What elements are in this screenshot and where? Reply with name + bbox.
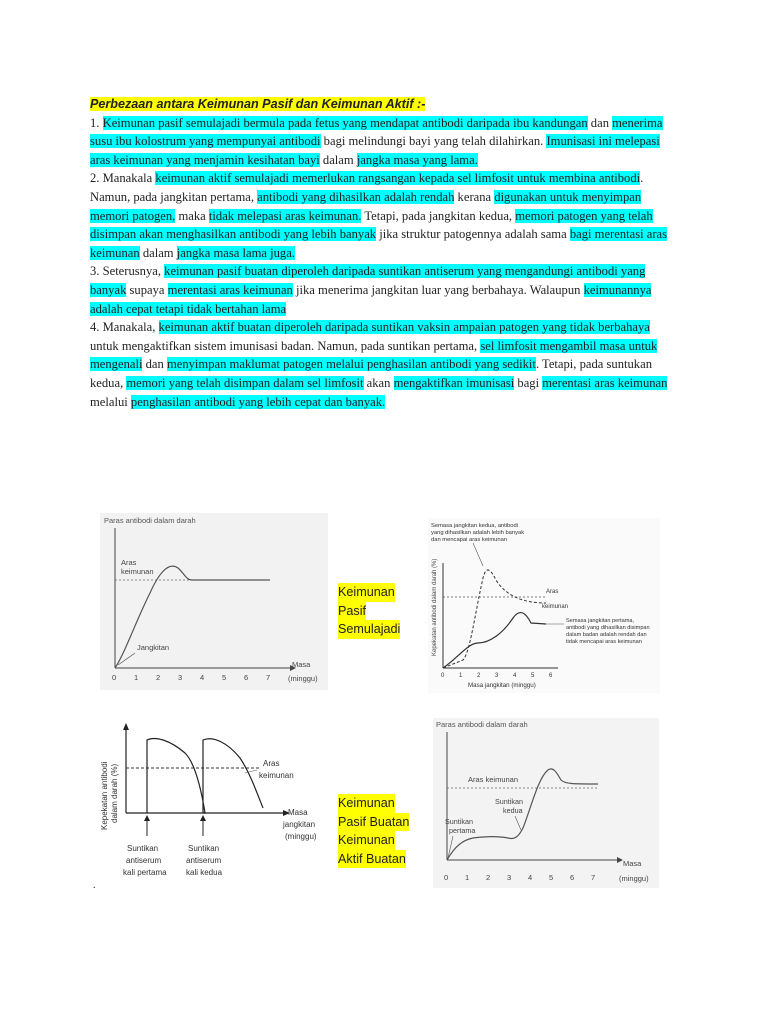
text-segment: Tetapi, pada jangkitan kedua, — [361, 208, 516, 223]
text-segment: 2. Manakala — [90, 171, 156, 186]
text-segment: jika menerima jangkitan luar yang berbahaya. Walaupun — [292, 282, 584, 297]
fig4-tick: 1 — [465, 873, 470, 882]
fig2-note-top: Semasa jangkitan kedua, antibodi — [431, 523, 519, 529]
fig1-title: Paras antibodi dalam darah — [104, 516, 196, 525]
text-segment: . Tetapi, pada suntukan kedua, — [90, 357, 652, 390]
fig1-x-unit: (minggu) — [288, 674, 318, 683]
fig2-tick: 3 — [495, 673, 499, 679]
label1-line: Pasif — [338, 602, 366, 621]
fig2-note-right: Semasa jangkitan pertama, — [566, 618, 635, 624]
label1-line: Semulajadi — [338, 620, 400, 639]
text-segment: maka — [175, 208, 209, 223]
label2-line: Aktif Buatan — [338, 850, 406, 869]
highlighted-text: digunakan untuk menyimpan memori patogen, — [90, 189, 642, 223]
fig2-note-right: tidak mencapai aras keimunan — [566, 639, 642, 645]
highlighted-text: keimunan aktif semulajadi memerlukan rangsangan kepada sel limfosit untuk membina antibodi — [155, 171, 641, 186]
figure-passive-natural — [100, 513, 328, 690]
fig4-tick: 5 — [549, 873, 554, 882]
fig2-tick: 1 — [459, 673, 463, 679]
fig3-x-1: Masa — [288, 808, 308, 817]
fig4-tick: 6 — [570, 873, 575, 882]
fig2-tick: 0 — [441, 673, 445, 679]
fig2-xaxis: Masa jangkitan (minggu) — [468, 682, 536, 689]
text-segment: melalui — [90, 394, 131, 409]
label2-line: Pasif Buatan — [338, 813, 409, 832]
fig4-aras: Aras keimunan — [468, 775, 519, 784]
text-segment: untuk mengaktifkan sistem imunisasi badan. Namun, pada suntikan pertama, — [90, 338, 481, 353]
highlighted-text: menyimpan maklumat patogen melalui penghasilan antibodi yang sedikit — [166, 357, 536, 372]
paragraph-2 — [90, 169, 680, 262]
highlighted-text: mengaktifkan imunisasi — [393, 375, 515, 390]
document-title: Perbezaan antara Keimunan Pasif dan Keimunan Aktif :- — [90, 97, 426, 111]
highlighted-text: jangka masa yang lama. — [356, 152, 478, 167]
fig3-s2: Suntikan — [188, 844, 220, 853]
fig3-s1: Suntikan — [127, 844, 159, 853]
highlighted-text: merentasi aras keimunan — [167, 282, 293, 297]
paragraph-4 — [90, 318, 680, 411]
fig4-x-1: Masa — [623, 859, 642, 868]
fig4-tick: 4 — [528, 873, 533, 882]
fig3-s2: kali kedua — [186, 868, 223, 877]
highlighted-text: keimunan aktif buatan diperoleh daripada suntikan vaksin ampaian patogen yang tidak berbahaya — [158, 320, 650, 335]
fig3-aras-1: Aras — [263, 759, 280, 768]
fig2-note-right: antibodi yang dihasilkan disimpan — [566, 625, 650, 631]
highlighted-text: penghasilan antibodi yang lebih cepat dan banyak. — [130, 394, 386, 409]
text-segment: 4. Manakala, — [90, 320, 159, 335]
fig1-tick: 0 — [112, 673, 117, 682]
paragraph-1 — [90, 114, 680, 170]
highlighted-text: keimunan pasif buatan diperoleh daripada suntikan antiserum yang mengandungi antibodi yang banyak — [90, 264, 646, 297]
highlighted-text: sel limfosit mengambil masa untuk mengenali — [90, 338, 658, 372]
highlighted-text: jangka masa lama juga. — [176, 245, 295, 260]
fig4-s2: Suntikan — [495, 797, 523, 806]
fig3-s1: kali pertama — [123, 868, 167, 877]
text-segment: jika struktur patogennya adalah sama — [376, 227, 570, 242]
text-segment: bagi melindungi bayi yang telah dilahirkan. — [320, 134, 547, 149]
highlighted-text: tidak melepasi aras keimunan. — [208, 208, 362, 223]
fig2-tick: 2 — [477, 673, 481, 679]
fig3-ylabel-2: dalam darah (%) — [110, 763, 119, 823]
text-segment: 3. Seterusnya, — [90, 264, 165, 279]
fig2-aras-2: keimunan — [542, 604, 569, 610]
fig4-x-2: (minggu) — [619, 874, 649, 883]
highlighted-text: menerima susu ibu kolostrum yang mempunyai antibodi — [90, 115, 663, 149]
fig2-note-right: dalam badan adalah rendah dan — [566, 632, 647, 638]
label2-line: Keimunan — [338, 831, 395, 850]
fig3-s2: antiserum — [186, 856, 222, 865]
label-keimunan-buatan — [338, 794, 409, 868]
fig3-ylabel-1: Kepekatan antibodi — [100, 761, 109, 830]
fig2-note-top: yang dihasilkan adalah lebih banyak — [431, 530, 525, 536]
fig1-tick: 1 — [134, 673, 139, 682]
highlighted-text: Keimunan pasif semulajadi bermula pada fetus yang mendapat antibodi daripada ibu kandungan — [102, 115, 588, 130]
highlighted-text: bagi merentasi aras keimunan — [90, 227, 668, 260]
paragraph-3 — [90, 262, 680, 318]
fig4-title: Paras antibodi dalam darah — [436, 720, 528, 729]
highlighted-text: Imunisasi ini melepasi aras keimunan yang menjamin kesihatan bayi — [90, 134, 660, 167]
text-segment: dalam — [139, 245, 177, 260]
fig3-aras-2: keimunan — [259, 771, 294, 780]
fig1-aras-2: keimunan — [121, 567, 154, 576]
text-segment: dan — [142, 357, 167, 372]
fig2-aras-1: Aras — [546, 589, 559, 595]
fig4-s1: pertama — [449, 826, 476, 835]
fig3-x-3: (minggu) — [285, 832, 317, 841]
fig4-tick: 0 — [444, 873, 449, 882]
document-body — [90, 95, 680, 411]
fig3-x-2: jangkitan — [283, 820, 316, 829]
text-segment: kerana — [454, 189, 495, 204]
fig1-tick: 7 — [266, 673, 271, 682]
highlighted-text: keimunannya adalah cepat tetapi tidak bertahan lama — [90, 282, 652, 316]
fig1-aras-1: Aras — [121, 558, 137, 567]
fig4-tick: 2 — [486, 873, 491, 882]
fig1-tick: 5 — [222, 673, 227, 682]
figure-passive-artificial — [95, 718, 325, 888]
fig1-tick: 2 — [156, 673, 161, 682]
stray-mark: . — [93, 880, 96, 891]
fig4-tick: 7 — [591, 873, 596, 882]
text-segment: akan — [363, 375, 394, 390]
text-segment: bagi — [514, 375, 543, 390]
fig4-s2: kedua — [503, 806, 523, 815]
label1-line: Keimunan — [338, 583, 395, 602]
highlighted-text: merentasi aras keimunan — [542, 375, 668, 390]
fig2-tick: 4 — [513, 673, 517, 679]
text-segment: dan — [587, 115, 613, 130]
figure-active-natural — [428, 518, 660, 693]
fig4-s1: Suntikan — [445, 817, 473, 826]
figure-active-artificial — [433, 718, 659, 888]
text-segment: 1. — [90, 115, 103, 130]
fig1-tick: 3 — [178, 673, 183, 682]
highlighted-text: memori yang telah disimpan dalam sel limfosit — [126, 375, 364, 390]
highlighted-text: memori patogen yang telah disimpan akan menghasilkan antibodi yang lebih banyak — [90, 208, 653, 242]
text-segment: . Namun, pada jangkitan pertama, — [90, 171, 644, 204]
fig2-ylabel: Kepekatan antibodi dalam darah (%) — [432, 558, 438, 656]
fig1-tick: 4 — [200, 673, 205, 682]
text-segment: supaya — [126, 282, 168, 297]
fig1-x-masa: Masa — [292, 660, 311, 669]
fig2-note-top: dan mencapai aras keimunan — [431, 537, 508, 543]
fig2-tick: 6 — [549, 673, 553, 679]
fig2-tick: 5 — [531, 673, 535, 679]
label2-line: Keimunan — [338, 794, 395, 813]
label-keimunan-pasif-semulajadi — [338, 583, 400, 639]
highlighted-text: antibodi yang dihasilkan adalah rendah — [257, 189, 455, 204]
fig1-jangkitan: Jangkitan — [137, 643, 170, 652]
fig4-tick: 3 — [507, 873, 512, 882]
fig3-s1: antiserum — [126, 856, 162, 865]
fig1-tick: 6 — [244, 673, 249, 682]
text-segment: dalam — [319, 152, 357, 167]
